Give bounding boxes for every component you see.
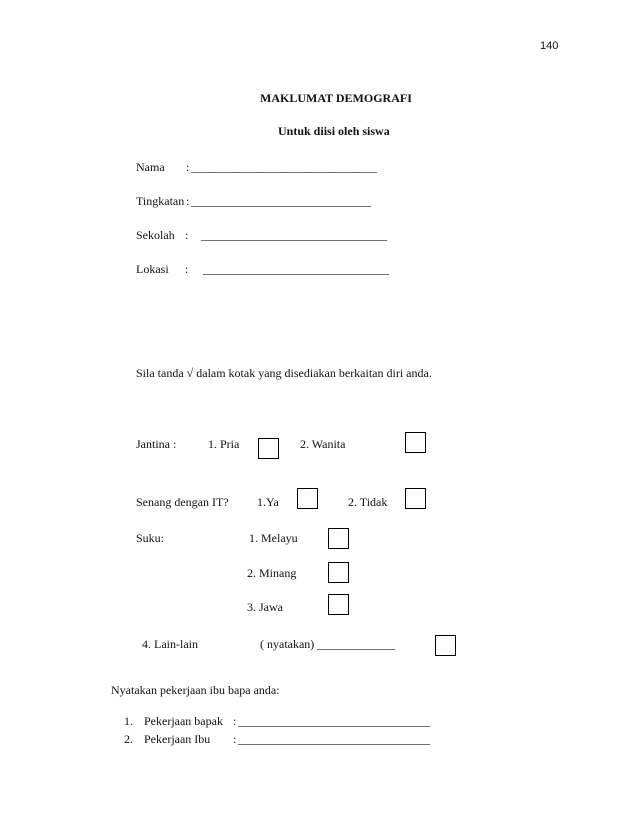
tingkatan-colon: : xyxy=(186,194,190,208)
it-option-tidak: 2. Tidak xyxy=(348,495,388,509)
ya-checkbox[interactable] xyxy=(297,488,318,509)
jantina-label: Jantina : xyxy=(136,437,177,451)
suku-option-minang: 2. Minang xyxy=(247,566,297,580)
page-number: 140 xyxy=(540,40,559,52)
bapak-input-line[interactable]: ________________________________ xyxy=(238,714,430,728)
suku-option-melayu: 1. Melayu xyxy=(249,531,298,545)
melayu-checkbox[interactable] xyxy=(328,528,349,549)
ibu-number: 2. xyxy=(124,732,133,746)
lokasi-colon: : xyxy=(185,262,189,276)
suku-label: Suku: xyxy=(136,531,165,545)
jantina-option-pria: 1. Pria xyxy=(208,437,240,451)
sekolah-input-line[interactable]: _______________________________ xyxy=(201,228,387,242)
bapak-colon: : xyxy=(233,714,237,728)
sekolah-label: Sekolah xyxy=(136,228,175,242)
minang-checkbox[interactable] xyxy=(328,562,349,583)
lain-lain-checkbox[interactable] xyxy=(435,635,456,656)
it-label: Senang dengan IT? xyxy=(136,495,229,509)
jantina-option-wanita: 2. Wanita xyxy=(300,437,346,451)
ibu-input-line[interactable]: ________________________________ xyxy=(238,732,430,746)
lokasi-input-line[interactable]: _______________________________ xyxy=(203,262,389,276)
ibu-colon: : xyxy=(233,732,237,746)
tidak-checkbox[interactable] xyxy=(405,488,426,509)
pria-checkbox[interactable] xyxy=(258,438,279,459)
ibu-label: Pekerjaan Ibu xyxy=(144,732,211,746)
lain-lain-specify-line[interactable]: ( nyatakan) _____________ xyxy=(260,637,396,651)
nama-label: Nama xyxy=(136,160,165,174)
lokasi-label: Lokasi xyxy=(136,262,169,276)
bapak-number: 1. xyxy=(124,714,133,728)
tingkatan-input-line[interactable]: ______________________________ xyxy=(191,194,371,208)
parents-heading: Nyatakan pekerjaan ibu bapa anda: xyxy=(111,683,280,697)
sekolah-colon: : xyxy=(185,228,189,242)
nama-input-line[interactable]: _______________________________ xyxy=(191,160,377,174)
wanita-checkbox[interactable] xyxy=(405,432,426,453)
jawa-checkbox[interactable] xyxy=(328,594,349,615)
it-option-ya: 1.Ya xyxy=(257,495,279,509)
bapak-label: Pekerjaan bapak xyxy=(144,714,223,728)
suku-option-lain-lain: 4. Lain-lain xyxy=(142,637,198,651)
form-subtitle: Untuk diisi oleh siswa xyxy=(278,124,390,138)
suku-option-jawa: 3. Jawa xyxy=(247,600,283,614)
nama-colon: : xyxy=(186,160,190,174)
form-title: MAKLUMAT DEMOGRAFI xyxy=(260,91,412,105)
tingkatan-label: Tingkatan xyxy=(136,194,185,208)
instruction-text: Sila tanda √ dalam kotak yang disediakan berkaitan diri anda. xyxy=(136,366,432,380)
